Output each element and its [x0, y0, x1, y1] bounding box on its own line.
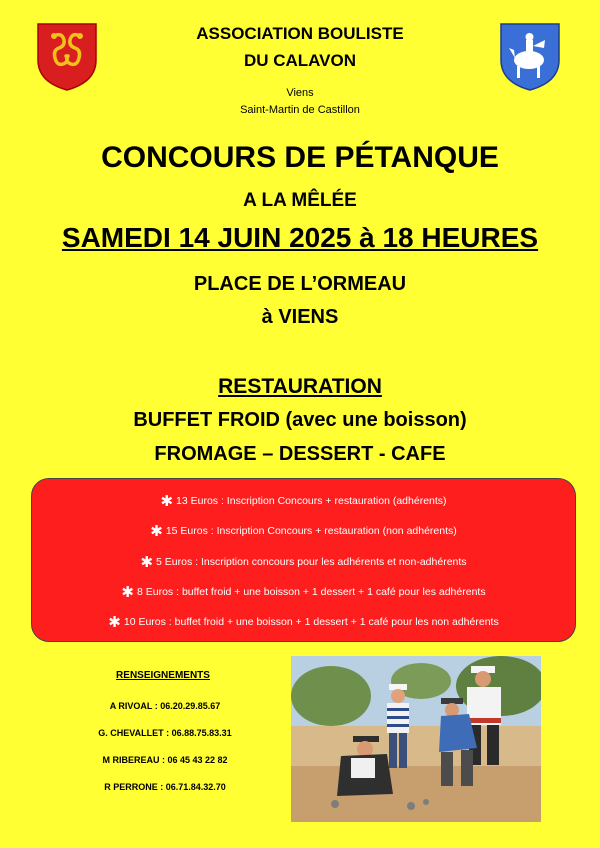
- asterisk-icon: ✱: [140, 554, 154, 571]
- restauration-line1: BUFFET FROID (avec une boisson): [133, 409, 467, 431]
- restauration-line2: FROMAGE – DESSERT - CAFE: [154, 443, 446, 465]
- petanque-players-painting: [291, 656, 541, 822]
- price-item: ✱ 10 Euros : buffet froid + une boisson + 1 dessert + 1 café pour les non adhérents: [108, 614, 499, 631]
- asterisk-icon: ✱: [121, 584, 134, 601]
- contact-item: G. CHEVALLET : 06.88.75.83.31: [98, 728, 232, 738]
- asterisk-icon: ✱: [150, 523, 163, 540]
- event-place-line2: à VIENS: [261, 306, 339, 328]
- contact-item: M RIBEREAU : 06 45 43 22 82: [102, 755, 228, 765]
- association-name-line1: ASSOCIATION BOULISTE: [196, 24, 404, 43]
- asterisk-icon: ✱: [108, 614, 121, 631]
- price-item: ✱ 13 Euros : Inscription Concours + restauration (adhérents): [160, 493, 447, 510]
- event-title: CONCOURS DE PÉTANQUE: [101, 141, 499, 174]
- association-name-line2: DU CALAVON: [243, 51, 357, 70]
- event-format: A LA MÊLÉE: [243, 190, 357, 211]
- town-line2: Saint-Martin de Castillon: [240, 104, 360, 116]
- price-item: ✱ 5 Euros : Inscription concours pour les adhérents et non-adhérents: [140, 554, 467, 571]
- event-place-line1: PLACE DE L’ORMEAU: [193, 273, 407, 295]
- contact-item: A RIVOAL : 06.20.29.85.67: [109, 701, 221, 711]
- price-box: [31, 478, 576, 642]
- info-title: RENSEIGNEMENTS: [116, 670, 210, 681]
- price-item: ✱ 15 Euros : Inscription Concours + restauration (non adhérents): [150, 523, 457, 540]
- event-date: SAMEDI 14 JUIN 2025 à 18 HEURES: [61, 222, 539, 253]
- contact-item: R PERRONE : 06.71.84.32.70: [104, 782, 226, 792]
- restauration-title: RESTAURATION: [218, 375, 382, 398]
- price-item: ✱ 8 Euros : buffet froid + une boisson + 1 dessert + 1 café pour les adhérents: [121, 584, 486, 601]
- asterisk-icon: ✱: [160, 493, 174, 510]
- town-line1: Viens: [286, 87, 314, 99]
